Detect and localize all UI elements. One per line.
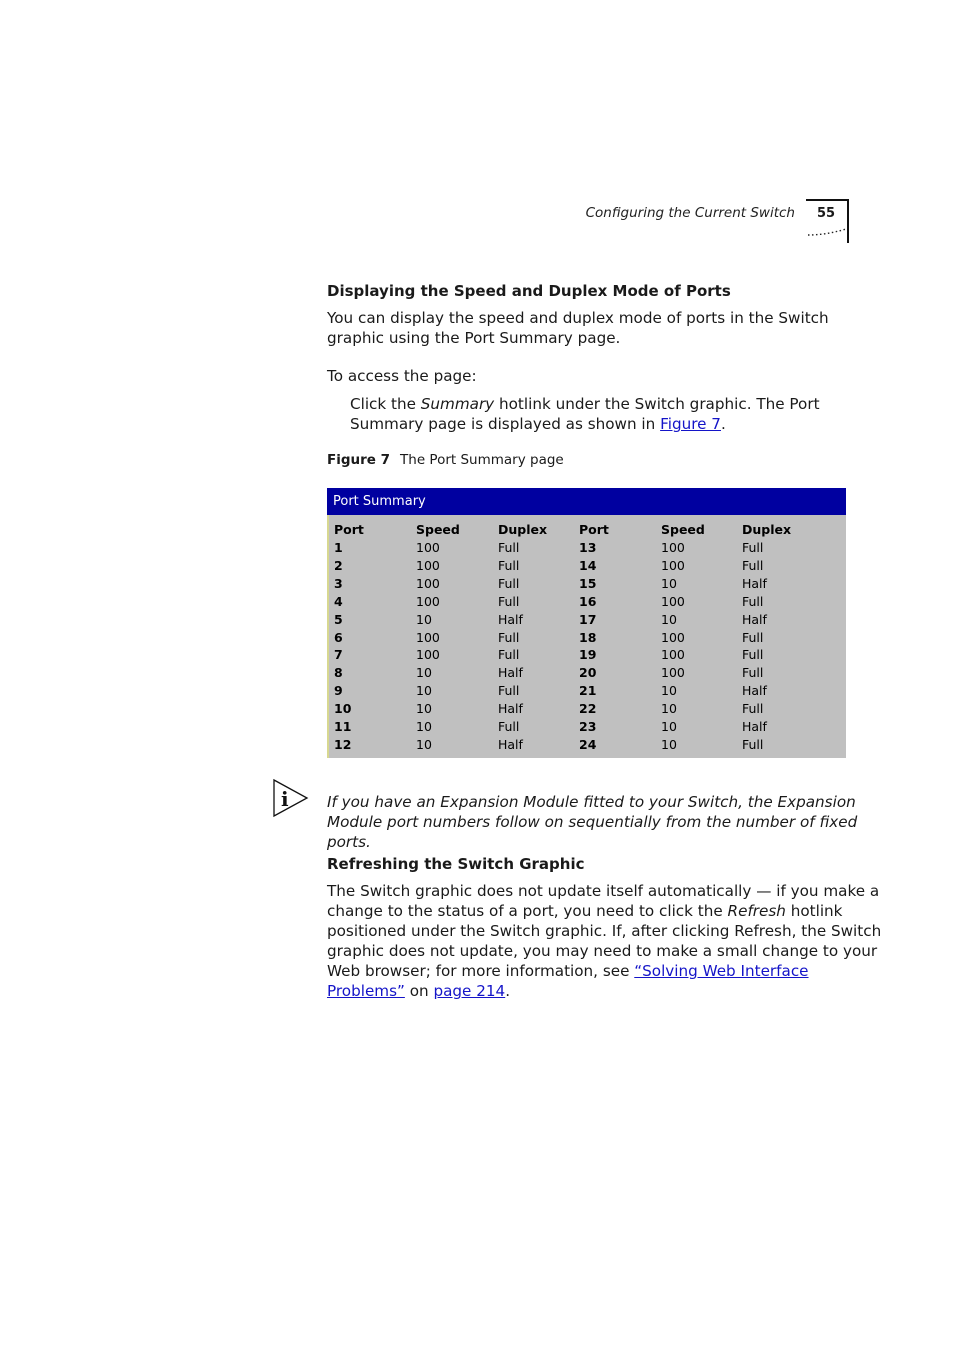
page-number: 55	[816, 206, 836, 221]
port-speed-cell: 100	[416, 557, 440, 573]
note-line-2: Module port numbers follow on sequentially from the number of fixed	[327, 813, 858, 832]
port-port-cell: 12	[334, 736, 352, 752]
refresh-term: Refresh	[727, 902, 786, 920]
column-header-port: Port	[334, 522, 364, 537]
port-speed-cell: 10	[416, 736, 432, 752]
solving-web-interface-link[interactable]: “Solving Web Interface	[634, 962, 809, 980]
port-duplex-cell: Full	[498, 593, 520, 609]
port-speed-cell: 10	[416, 701, 432, 717]
port-duplex-cell: Half	[742, 575, 767, 591]
port-summary-panel	[327, 488, 846, 758]
port-speed-cell: 100	[416, 629, 440, 645]
port-duplex-cell: Full	[742, 557, 764, 573]
port-speed-cell: 100	[416, 647, 440, 663]
port-port-cell: 16	[579, 593, 597, 609]
port-port-cell: 24	[579, 736, 597, 752]
step-line-2	[350, 414, 726, 434]
figure-caption	[327, 452, 564, 468]
step-text: hotlink under the Switch graphic. The Port	[494, 395, 820, 413]
port-port-cell: 3	[334, 575, 343, 591]
port-port-cell: 11	[334, 719, 352, 734]
refresh-text: .	[505, 982, 511, 1000]
intro-paragraph-line-1: You can display the speed and duplex mode of ports in the Switch	[327, 309, 829, 327]
column-header-duplex: Duplex	[742, 522, 792, 537]
column-header-duplex: Duplex	[498, 522, 548, 537]
port-duplex-cell: Full	[742, 665, 764, 681]
port-port-cell: 19	[579, 647, 597, 663]
port-port-cell: 9	[334, 683, 343, 699]
port-duplex-cell: Half	[498, 665, 523, 681]
refresh-text: on	[404, 982, 434, 1000]
port-speed-cell: 10	[416, 719, 432, 734]
refresh-line-3: positioned under the Switch graphic. If, after clicking Refresh, the Switch	[327, 922, 882, 940]
port-speed-cell: 100	[661, 557, 685, 573]
step-text: Summary page is displayed as shown in	[350, 415, 661, 433]
port-port-cell: 17	[579, 611, 597, 627]
section-heading-refreshing: Refreshing the Switch Graphic	[327, 855, 585, 873]
port-speed-cell: 100	[661, 593, 685, 609]
port-speed-cell: 10	[416, 665, 432, 681]
column-header-speed: Speed	[661, 522, 705, 537]
summary-term: Summary	[420, 395, 495, 413]
section-heading-speed-duplex: Displaying the Speed and Duplex Mode of Ports	[327, 282, 731, 300]
port-duplex-cell: Half	[498, 736, 523, 752]
step-text: .	[720, 415, 726, 433]
header-rule-top	[806, 199, 848, 201]
panel-left-edge	[327, 515, 329, 758]
port-speed-cell: 10	[661, 683, 677, 699]
port-port-cell: 6	[334, 629, 343, 645]
refresh-text: change to the status of a port, you need to click the	[327, 902, 728, 920]
port-duplex-cell: Half	[742, 719, 767, 734]
port-port-cell: 2	[334, 557, 343, 573]
figure-label: Figure 7	[327, 452, 391, 468]
refresh-text: hotlink	[785, 902, 843, 920]
port-duplex-cell: Full	[742, 647, 764, 663]
port-speed-cell: 100	[661, 629, 685, 645]
page-214-link[interactable]: page 214	[433, 982, 506, 1000]
port-duplex-cell: Full	[742, 540, 764, 555]
running-header-title: Configuring the Current Switch	[585, 205, 795, 221]
note-line-1: If you have an Expansion Module fitted to your Switch, the Expansion	[327, 793, 856, 812]
port-speed-cell: 10	[416, 611, 432, 627]
port-speed-cell: 100	[661, 647, 685, 663]
step-line-1	[350, 394, 820, 414]
port-summary-title: Port Summary	[333, 494, 426, 509]
svg-text:i: i	[281, 787, 289, 811]
figure-7-link[interactable]: Figure 7	[660, 415, 721, 433]
port-port-cell: 7	[334, 647, 343, 663]
refresh-line-4: graphic does not update, you may need to make a small change to your	[327, 942, 878, 960]
figure-caption-text: The Port Summary page	[400, 452, 564, 468]
port-speed-cell: 10	[416, 683, 432, 699]
port-duplex-cell: Full	[742, 629, 764, 645]
port-speed-cell: 10	[661, 701, 677, 717]
note-line-3: ports.	[327, 833, 371, 852]
port-speed-cell: 100	[661, 665, 685, 681]
port-speed-cell: 100	[416, 593, 440, 609]
port-speed-cell: 100	[661, 540, 685, 555]
intro-paragraph-line-2: graphic using the Port Summary page.	[327, 329, 621, 347]
port-port-cell: 15	[579, 575, 597, 591]
refresh-text: Web browser; for more information, see	[327, 962, 635, 980]
port-duplex-cell: Full	[742, 736, 764, 752]
port-duplex-cell: Half	[742, 611, 767, 627]
access-intro: To access the page:	[327, 367, 477, 385]
port-summary-title-bar	[327, 488, 846, 515]
port-speed-cell: 100	[416, 540, 440, 555]
port-port-cell: 5	[334, 611, 343, 627]
port-port-cell: 14	[579, 557, 597, 573]
step-text: Click the	[350, 395, 421, 413]
port-port-cell: 4	[334, 593, 343, 609]
header-dotted-curve	[806, 228, 848, 238]
port-port-cell: 23	[579, 719, 597, 734]
port-duplex-cell: Full	[742, 701, 764, 717]
solving-web-interface-link-cont[interactable]: Problems”	[327, 982, 405, 1000]
port-port-cell: 8	[334, 665, 343, 681]
port-duplex-cell: Full	[498, 557, 520, 573]
port-port-cell: 1	[334, 540, 343, 555]
refresh-line-2	[327, 901, 842, 921]
column-header-speed: Speed	[416, 522, 460, 537]
port-port-cell: 22	[579, 701, 597, 717]
port-port-cell: 13	[579, 540, 597, 555]
port-port-cell: 18	[579, 629, 597, 645]
port-duplex-cell: Full	[498, 683, 520, 699]
port-speed-cell: 100	[416, 575, 440, 591]
port-duplex-cell: Full	[498, 629, 520, 645]
port-duplex-cell: Half	[742, 683, 767, 699]
port-speed-cell: 10	[661, 736, 677, 752]
column-header-port: Port	[579, 522, 609, 537]
port-port-cell: 10	[334, 701, 352, 717]
port-speed-cell: 10	[661, 575, 677, 591]
refresh-line-5	[327, 961, 809, 981]
port-speed-cell: 10	[661, 719, 677, 734]
port-duplex-cell: Full	[498, 647, 520, 663]
port-duplex-cell: Full	[498, 719, 520, 734]
port-speed-cell: 10	[661, 611, 677, 627]
port-duplex-cell: Full	[742, 593, 764, 609]
port-duplex-cell: Half	[498, 701, 523, 717]
port-duplex-cell: Half	[498, 611, 523, 627]
info-icon	[272, 778, 310, 818]
port-duplex-cell: Full	[498, 540, 520, 555]
refresh-line-1: The Switch graphic does not update itself automatically — if you make a	[327, 882, 880, 900]
port-port-cell: 20	[579, 665, 597, 681]
port-duplex-cell: Full	[498, 575, 520, 591]
refresh-line-6	[327, 981, 510, 1001]
port-port-cell: 21	[579, 683, 597, 699]
